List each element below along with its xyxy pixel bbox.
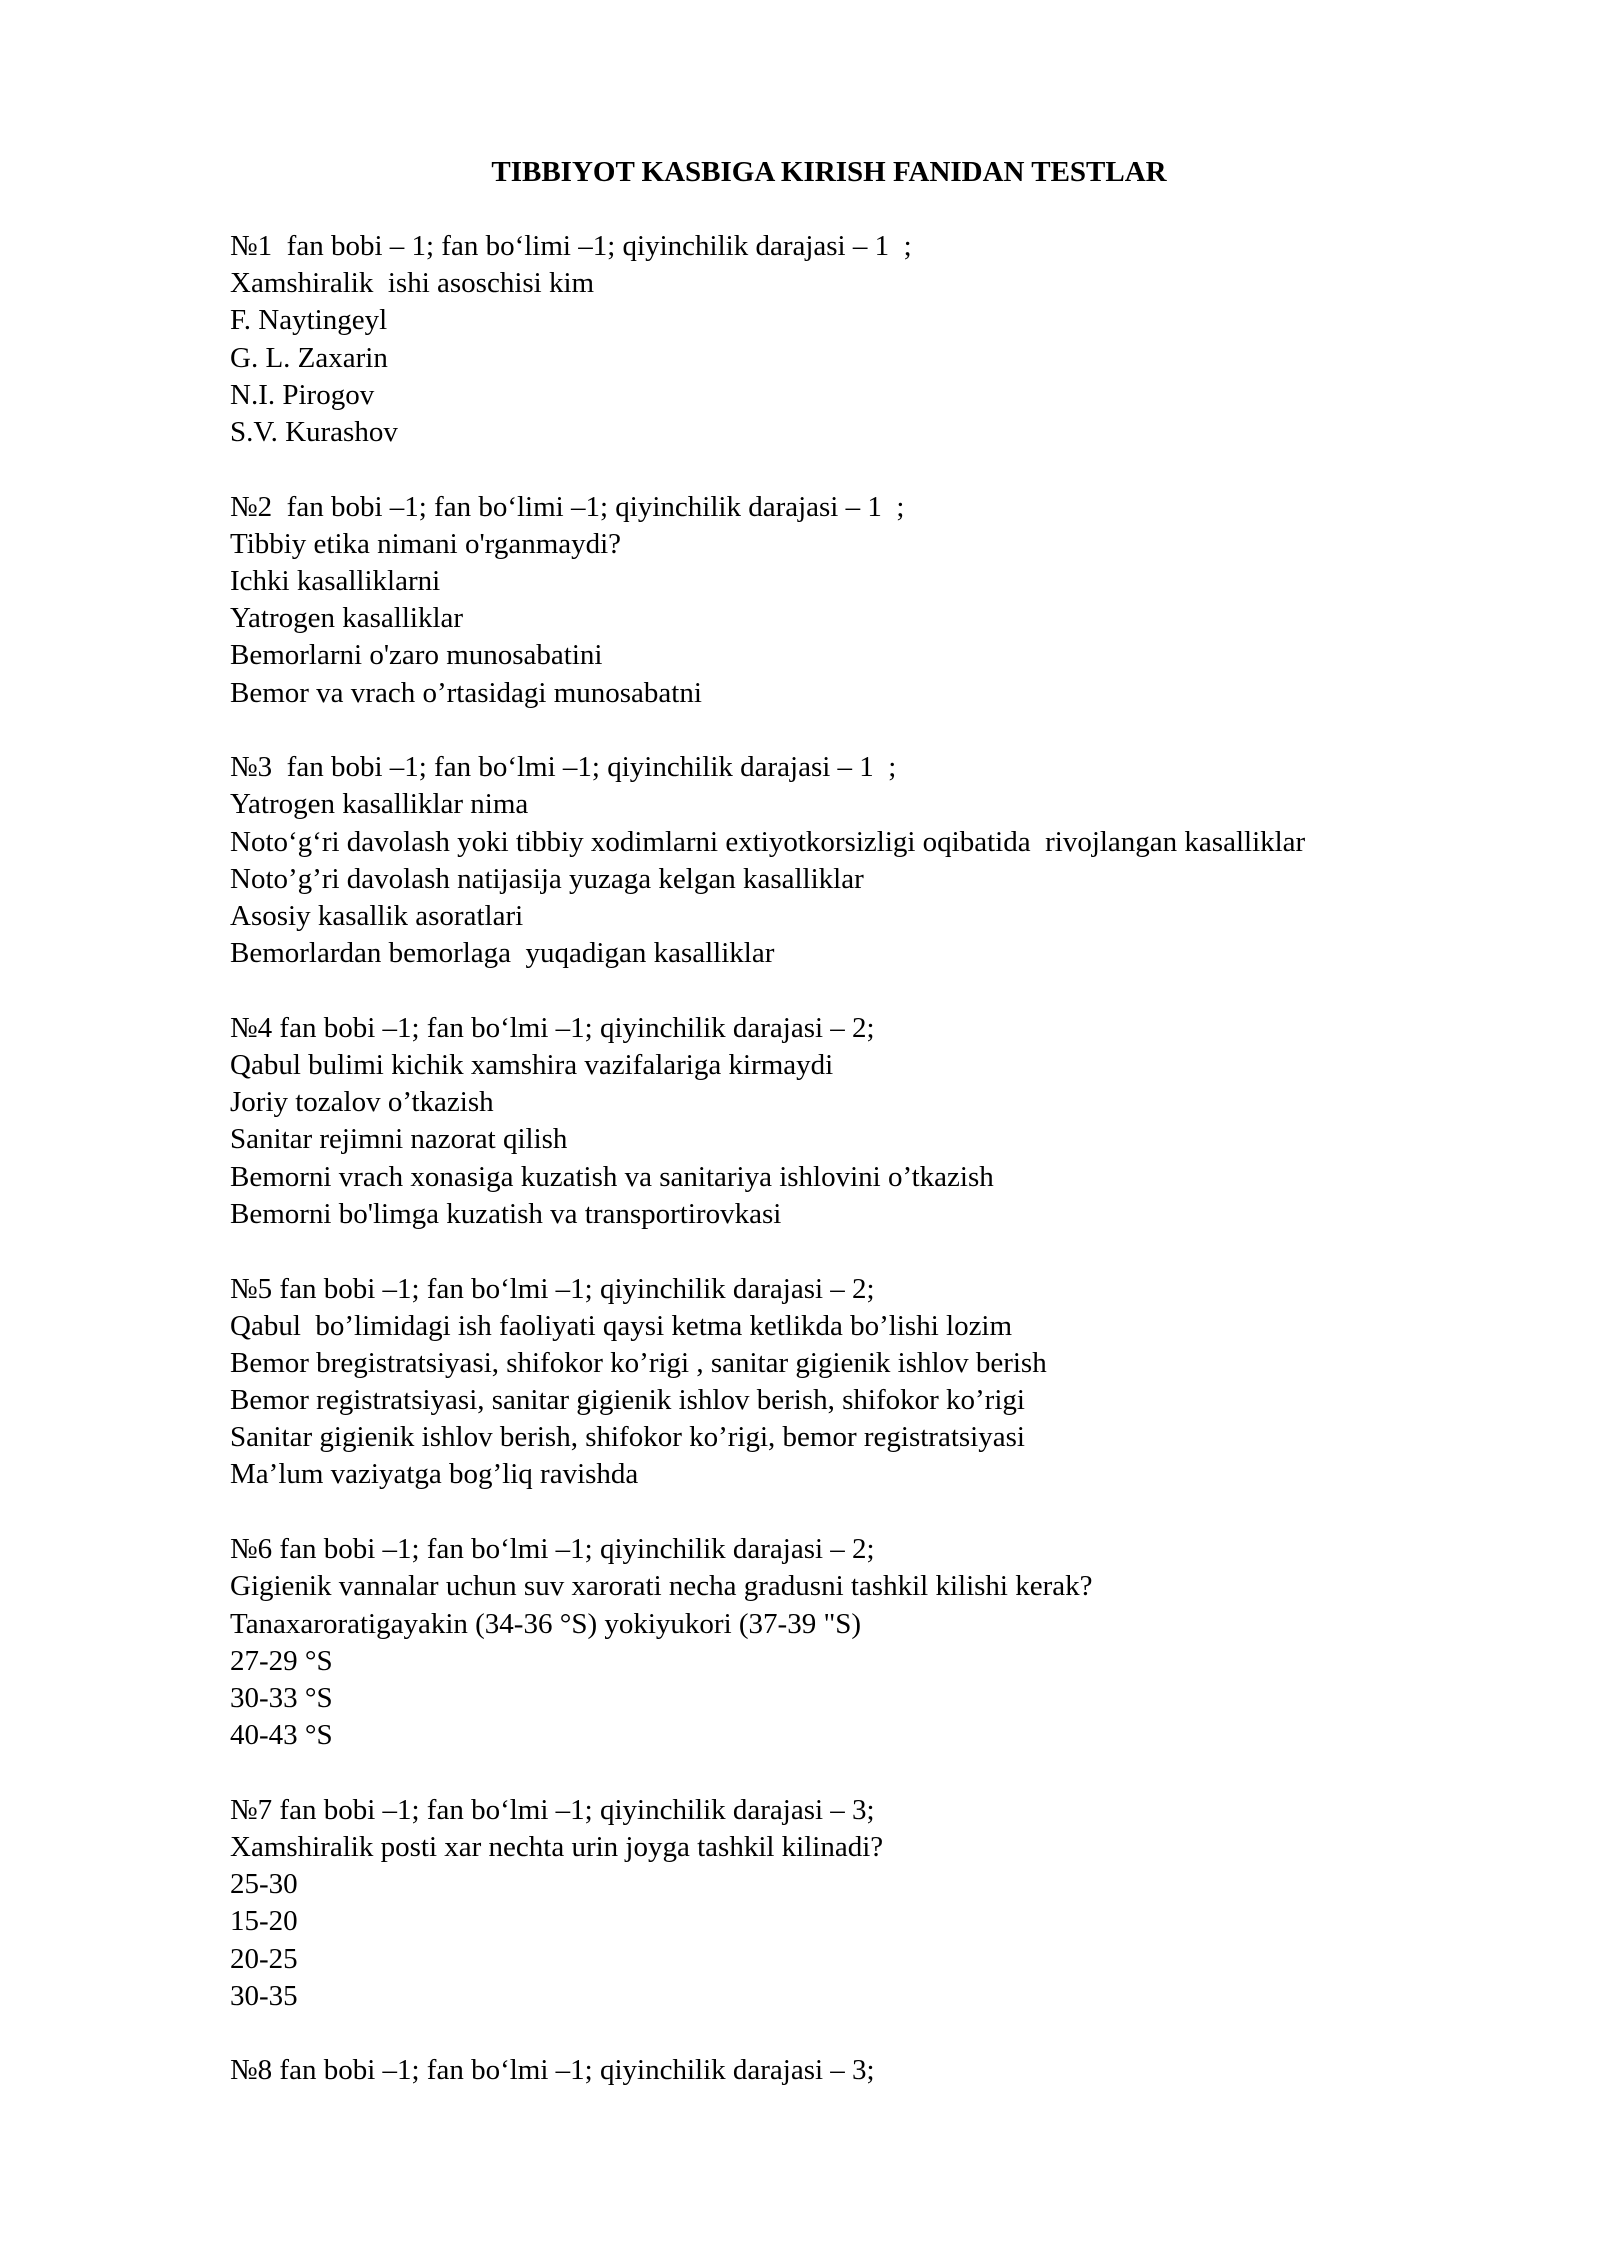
question-4: [230, 1010, 1560, 1233]
question-header: №2 fan bobi –1; fan bo‘limi –1; qiyinchilik darajasi – 1 ;: [230, 490, 905, 523]
question-8: [230, 2052, 1560, 2089]
answer-option: 25-30: [230, 1868, 298, 1901]
question-header: №8 fan bobi –1; fan bo‘lmi –1; qiyinchilik darajasi – 3;: [230, 2054, 875, 2087]
question-header: №5 fan bobi –1; fan bo‘lmi –1; qiyinchilik darajasi – 2;: [230, 1272, 875, 1305]
answer-option: N.I. Pirogov: [230, 378, 375, 411]
question-text: Gigienik vannalar uchun suv xarorati necha gradusni tashkil kilishi kerak?: [230, 1570, 1093, 1603]
answer-option: 15-20: [230, 1905, 298, 1938]
answer-option: Sanitar rejimni nazorat qilish: [230, 1123, 568, 1156]
question-1: [230, 228, 1560, 451]
question-7: [230, 1792, 1560, 2015]
answer-option: 40-43 °S: [230, 1719, 333, 1752]
answer-option: Noto‘g‘ri davolash yoki tibbiy xodimlarni extiyotkorsizligi oqibatida rivojlangan kasalliklar: [230, 825, 1306, 858]
question-header: №7 fan bobi –1; fan bo‘lmi –1; qiyinchilik darajasi – 3;: [230, 1793, 875, 1826]
answer-option: Bemorlarni o'zaro munosabatini: [230, 639, 603, 672]
question-5: [230, 1271, 1560, 1494]
answer-option: Bemorlardan bemorlaga yuqadigan kasalliklar: [230, 937, 775, 970]
answer-option: Noto’g’ri davolash natijasija yuzaga kelgan kasalliklar: [230, 862, 864, 895]
question-text: Xamshiralik posti xar nechta urin joyga tashkil kilinadi?: [230, 1830, 884, 1863]
question-header: №3 fan bobi –1; fan bo‘lmi –1; qiyinchilik darajasi – 1 ;: [230, 751, 897, 784]
question-header: №6 fan bobi –1; fan bo‘lmi –1; qiyinchilik darajasi – 2;: [230, 1533, 875, 1566]
question-text: Xamshiralik ishi asoschisi kim: [230, 267, 595, 300]
answer-option: 30-33 °S: [230, 1681, 333, 1714]
question-text: Qabul bulimi kichik xamshira vazifalariga kirmaydi: [230, 1049, 834, 1082]
question-text: Qabul bo’limidagi ish faoliyati qaysi ketma ketlikda bo’lishi lozim: [230, 1309, 1013, 1342]
answer-option: Bemor registratsiyasi, sanitar gigienik ishlov berish, shifokor ko’rigi: [230, 1384, 1025, 1417]
answer-option: G. L. Zaxarin: [230, 341, 388, 374]
answer-option: S.V. Kurashov: [230, 415, 398, 448]
answer-option: 27-29 °S: [230, 1644, 333, 1677]
question-3: [230, 749, 1560, 972]
answer-option: Joriy tozalov o’tkazish: [230, 1086, 494, 1119]
question-header: №1 fan bobi – 1; fan bo‘limi –1; qiyinchilik darajasi – 1 ;: [230, 230, 912, 262]
answer-option: 20-25: [230, 1942, 298, 1975]
answer-option: Bemorni vrach xonasiga kuzatish va sanitariya ishlovini o’tkazish: [230, 1160, 994, 1193]
answer-option: Yatrogen kasalliklar: [230, 602, 464, 635]
answer-option: Ma’lum vaziyatga bog’liq ravishda: [230, 1458, 639, 1491]
answer-option: Asosiy kasallik asoratlari: [230, 900, 524, 932]
answer-option: Bemorni bo'limga kuzatish va transportirovkasi: [230, 1197, 782, 1230]
answer-option: Ichki kasalliklarni: [230, 565, 441, 597]
question-6: [230, 1531, 1560, 1754]
answer-option: Sanitar gigienik ishlov berish, shifokor ko’rigi, bemor registratsiyasi: [230, 1421, 1025, 1454]
answer-option: F. Naytingeyl: [230, 304, 388, 337]
question-2: [230, 489, 1560, 712]
page-title: TIBBIYOT KASBIGA KIRISH FANIDAN TESTLAR: [491, 156, 1167, 188]
answer-option: Tanaxaroratigayakin (34-36 °S) yokiyukori (37-39 "S): [230, 1607, 862, 1640]
answer-option: Bemor va vrach o’rtasidagi munosabatni: [230, 676, 702, 709]
answer-option: Bemor bregistratsiyasi, shifokor ko’rigi , sanitar gigienik ishlov berish: [230, 1346, 1047, 1379]
question-text: Tibbiy etika nimani o'rganmaydi?: [230, 527, 622, 560]
question-header: №4 fan bobi –1; fan bo‘lmi –1; qiyinchilik darajasi – 2;: [230, 1011, 875, 1044]
question-text: Yatrogen kasalliklar nima: [230, 788, 529, 821]
question-list: [230, 228, 1560, 2127]
answer-option: 30-35: [230, 1979, 298, 2012]
